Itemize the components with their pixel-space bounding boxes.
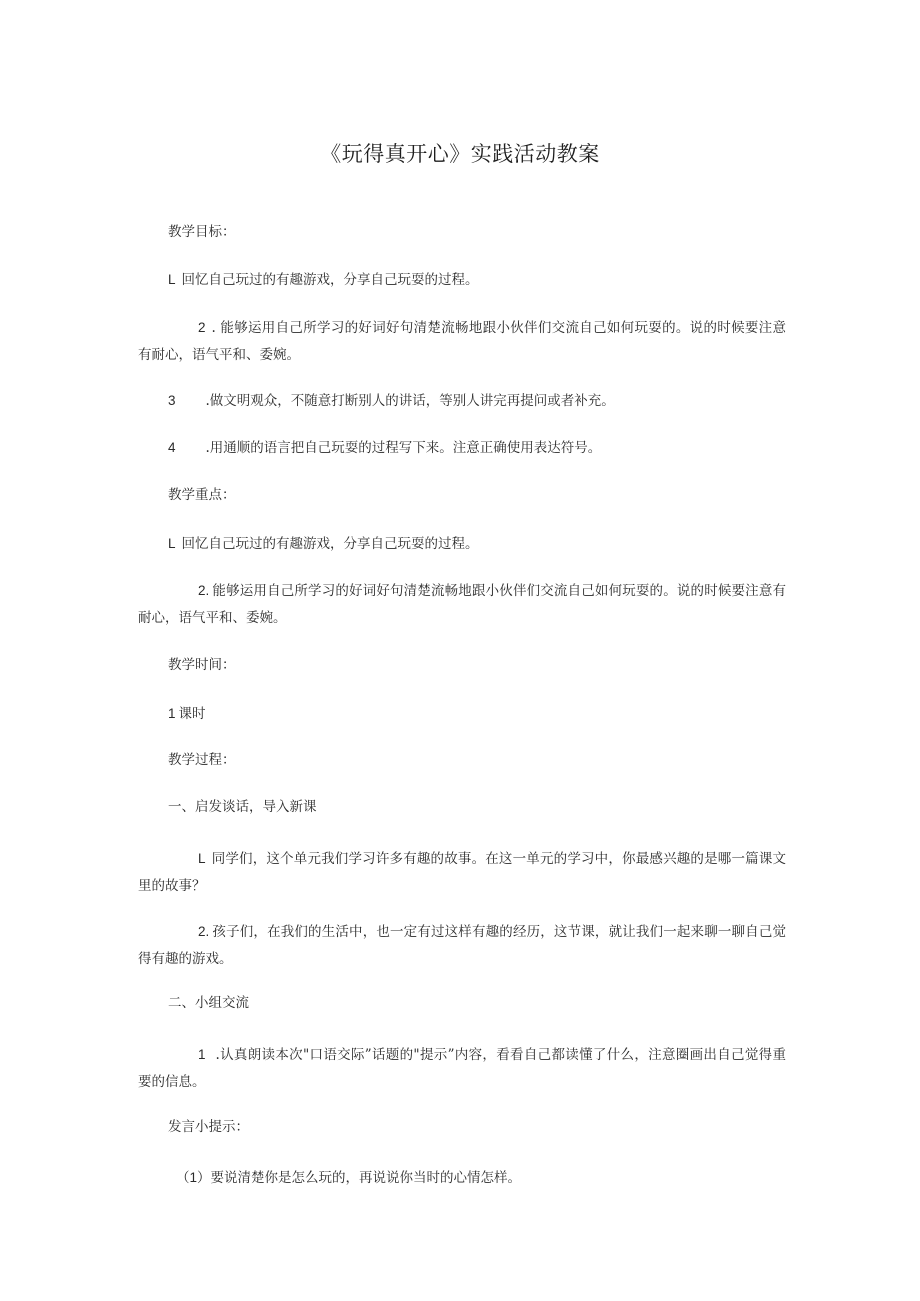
key-point-1 [168,530,479,558]
goal-item-3-number: 3 [168,393,176,408]
section-1-item-1-text: 同学们，这个单元我们学习许多有趣的故事。在这一单元的学习中，你最感兴趣的是哪一篇课文里的故事？ [138,851,786,894]
section-1-heading: 一、启发谈话，导入新课 [168,799,317,815]
section-1-item-1 [138,845,786,900]
time-heading: 教学时间： [168,657,236,673]
goal-item-1-text: 回忆自己玩过的有趣游戏，分享自己玩耍的过程。 [181,272,479,288]
key-point-2-text: 能够运用自己所学习的好词好句清楚流畅地跟小伙伴们交流自己如何玩耍的。说的时候要注意有耐心，语气平和、委婉。 [138,583,786,626]
section-2-item-1-text: .认真朗读本次"口语交际”话题的"提示”内容，看看自己都读懂了什么，注意圈画出自己觉得重要的信息。 [138,1047,786,1090]
section-2-item-1-number: 1 [198,1047,206,1062]
goal-item-4 [168,434,601,462]
goal-item-3 [168,387,615,415]
goal-item-2 [138,314,786,369]
section-1-item-2-text: 孩子们，在我们的生活中，也一定有过这样有趣的经历，这节课，就让我们一起来聊一聊自己觉得有趣的游戏。 [138,924,786,967]
tip-item-1 [176,1164,521,1192]
goal-item-2-text: . 能够运用自己所学习的好词好句清楚流畅地跟小伙伴们交流自己如何玩耍的。说的时候要注意有耐心，语气平和、委婉。 [138,320,786,363]
process-heading: 教学过程： [168,752,236,768]
key-point-2 [138,577,786,632]
document-title: 《玩得真开心》实践活动教案 [320,142,600,166]
section-1-item-1-number: L [198,851,206,866]
tips-heading: 发言小提示： [168,1119,249,1135]
section-1-item-2-number: 2. [198,924,210,939]
goal-item-3-text: .做文明观众，不随意打断别人的讲话，等别人讲完再提问或者补充。 [205,393,615,409]
goal-item-4-text: .用通顺的语言把自己玩耍的过程写下来。注意正确使用表达符号。 [205,440,602,456]
section-2-heading: 二、小组交流 [168,995,249,1011]
time-value [168,700,206,728]
goal-item-1-number: L [168,272,176,287]
section-1-item-2 [138,918,786,973]
tip-item-1-text: 要说清楚你是怎么玩的，再说说你当时的心情怎样。 [210,1170,522,1186]
goals-heading: 教学目标： [168,224,236,240]
time-value-number: 1 [168,706,176,721]
key-point-1-number: L [168,536,176,551]
goal-item-2-number: 2 [198,320,206,335]
key-point-1-text: 回忆自己玩过的有趣游戏，分享自己玩耍的过程。 [181,536,479,552]
key-points-heading: 教学重点： [168,487,236,503]
section-2-item-1 [138,1041,786,1096]
goal-item-4-number: 4 [168,440,176,455]
time-value-text: 课时 [178,706,206,722]
goal-item-1 [168,266,479,294]
key-point-2-number: 2. [198,583,210,598]
tip-item-1-number: （1） [176,1170,211,1185]
